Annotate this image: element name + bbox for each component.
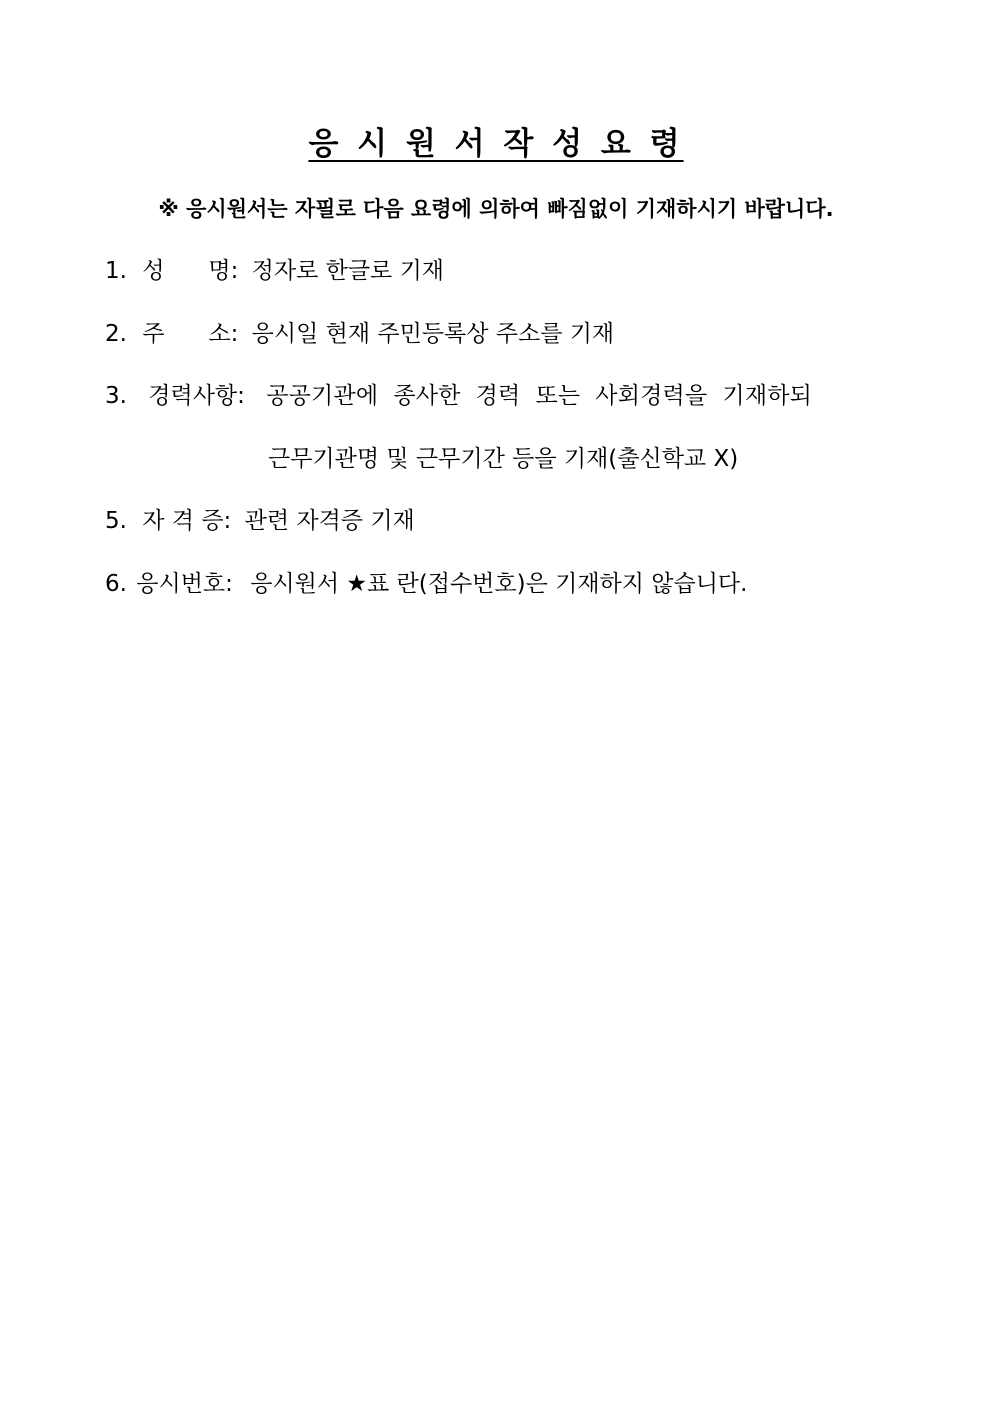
list-item-career [105,380,812,412]
item-content: 관련 자격증 기재 [244,508,415,534]
item-colon: : [223,508,232,534]
item-number: 2. [105,321,127,347]
item-colon: : [225,571,233,597]
item-label: 성 명 [142,258,231,284]
page-title [0,118,992,163]
notice-text: ※ 응시원서는 자필로 다음 요령에 의하여 빠짐없이 기재하시기 바랍니다. [158,197,834,221]
item-label: 자 격 증 [142,508,224,534]
item-label: 주 소 [142,321,231,347]
item-label: 응시번호 [136,571,226,597]
item-colon: : [230,258,239,284]
item-number: 3. [105,383,127,409]
item-content-continuation: 근무기관명 및 근무기간 등을 기재(출신학교 X) [268,446,739,472]
item-number: 1. [105,258,127,284]
list-item-certificate [105,505,415,537]
page-title-text: 응 시 원 서 작 성 요 령 [308,126,684,162]
list-item-name [105,255,444,287]
item-content: 응시일 현재 주민등록상 주소를 기재 [251,321,615,347]
item-content: 공공기관에 종사한 경력 또는 사회경력을 기재하되 [266,383,813,409]
item-label: 경력사항 [148,383,238,409]
item-content: 응시원서 ★표 란(접수번호)은 기재하지 않습니다. [250,571,748,597]
list-item-exam-number [105,568,747,600]
item-colon: : [237,383,245,409]
item-number: 6. [105,571,127,597]
item-colon: : [230,321,239,347]
list-item-career-continuation [268,443,738,475]
item-content: 정자로 한글로 기재 [251,258,445,284]
list-item-address [105,318,614,350]
item-number: 5. [105,508,127,534]
